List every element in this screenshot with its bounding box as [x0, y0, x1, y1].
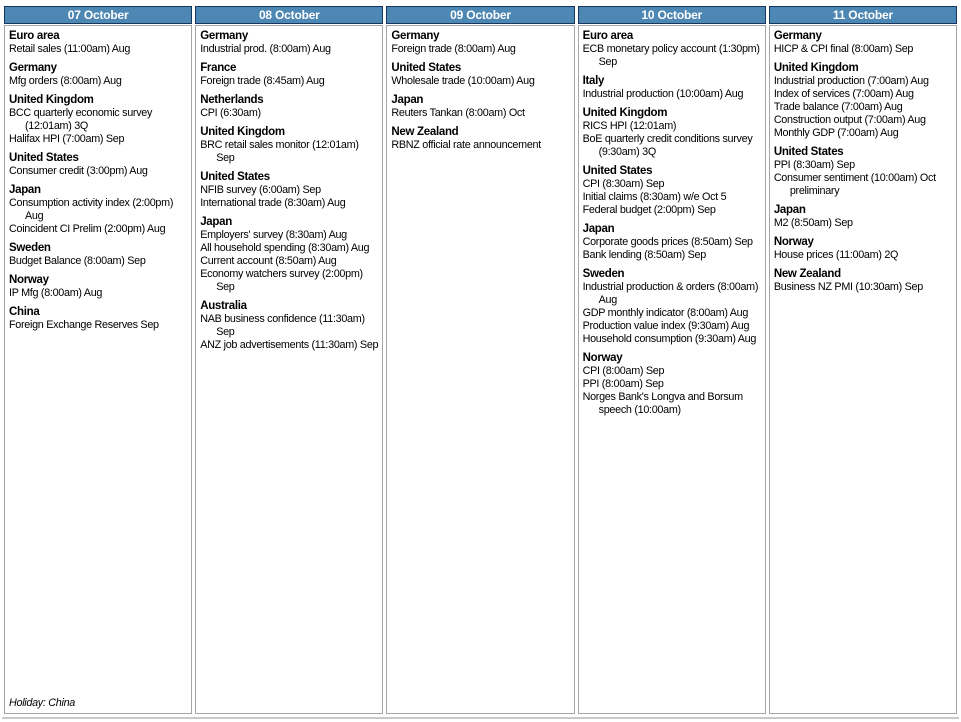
events-area: [9, 29, 187, 697]
country-name: Japan: [200, 216, 232, 228]
event-line: BCC quarterly economic survey (12:01am) 3Q: [9, 107, 153, 132]
country-group: [583, 267, 761, 346]
event-line: All household spending (8:30am) Aug: [200, 242, 370, 254]
country-name: Japan: [582, 223, 615, 235]
events-area: [391, 29, 569, 710]
event-line: International trade (8:30am) Aug: [200, 197, 346, 209]
country-name: United Kingdom: [9, 94, 94, 106]
country-name: Japan: [391, 94, 424, 106]
day-body-cell: [386, 25, 574, 714]
country-group: [200, 61, 378, 88]
event-line: Consumer credit (3:00pm) Aug: [9, 165, 148, 177]
events-area: [774, 29, 952, 710]
day-column: [769, 6, 957, 714]
country-group: [774, 29, 952, 56]
economic-calendar-table: [4, 6, 957, 714]
event-line: Trade balance (7:00am) Aug: [773, 101, 903, 113]
country-group: [583, 222, 761, 262]
country-group: [391, 125, 569, 152]
event-line: Foreign Exchange Reserves Sep: [9, 319, 159, 331]
country-group: [200, 170, 378, 210]
events-area: [200, 29, 378, 710]
country-group: [583, 29, 761, 69]
country-name: Germany: [200, 30, 248, 42]
event-line: BoE quarterly credit conditions survey (9:30am) 3Q: [582, 133, 753, 158]
event-line: GDP monthly indicator (8:00am) Aug: [582, 307, 749, 319]
event-line: BRC retail sales monitor (12:01am) Sep: [200, 139, 359, 164]
country-group: [200, 125, 378, 165]
country-group: [583, 164, 761, 217]
event-line: Norges Bank's Longva and Borsum speech (10:00am): [582, 391, 743, 416]
event-line: Industrial production & orders (8:00am) Aug: [582, 281, 759, 306]
country-name: New Zealand: [391, 126, 459, 138]
country-name: France: [200, 62, 237, 74]
event-line: Halifax HPI (7:00am) Sep: [9, 133, 125, 145]
country-name: New Zealand: [773, 268, 841, 280]
event-line: Reuters Tankan (8:00am) Oct: [391, 107, 525, 119]
day-column: [195, 6, 383, 714]
event-line: Household consumption (9:30am) Aug: [582, 333, 757, 345]
event-line: ANZ job advertisements (11:30am) Sep: [200, 339, 379, 351]
event-line: Business NZ PMI (10:30am) Sep: [773, 281, 923, 293]
country-group: [391, 29, 569, 56]
event-line: M2 (8:50am) Sep: [773, 217, 853, 229]
event-line: IP Mfg (8:00am) Aug: [9, 287, 103, 299]
event-line: NFIB survey (6:00am) Sep: [200, 184, 321, 196]
event-line: Index of services (7:00am) Aug: [773, 88, 914, 100]
event-line: Consumer sentiment (10:00am) Oct preliminary: [773, 172, 936, 197]
event-line: Foreign trade (8:00am) Aug: [391, 43, 516, 55]
country-name: United States: [9, 152, 79, 164]
event-line: RICS HPI (12:01am): [582, 120, 677, 132]
country-group: [9, 305, 187, 332]
day-body-cell: [578, 25, 766, 714]
country-name: Japan: [773, 204, 806, 216]
day-header: 08 October: [195, 6, 383, 24]
event-line: Wholesale trade (10:00am) Aug: [391, 75, 535, 87]
event-line: CPI (8:00am) Sep: [582, 365, 665, 377]
country-group: [583, 351, 761, 417]
event-line: Initial claims (8:30am) w/e Oct 5: [582, 191, 727, 203]
country-name: United States: [582, 165, 653, 177]
country-name: United States: [773, 146, 844, 158]
event-line: Employers' survey (8:30am) Aug: [200, 229, 347, 241]
day-body-cell: [4, 25, 192, 714]
country-name: United Kingdom: [200, 126, 285, 138]
day-body-cell: [769, 25, 957, 714]
country-name: Norway: [773, 236, 814, 248]
event-line: Budget Balance (8:00am) Sep: [9, 255, 146, 267]
country-name: United States: [200, 171, 270, 183]
day-header: 09 October: [386, 6, 574, 24]
country-name: Sweden: [582, 268, 625, 280]
country-name: Australia: [200, 300, 247, 312]
country-group: [9, 151, 187, 178]
event-line: ECB monetary policy account (1:30pm) Sep: [582, 43, 760, 68]
country-group: [200, 299, 378, 352]
country-name: Euro area: [582, 30, 633, 42]
country-group: [200, 29, 378, 56]
country-name: Euro area: [9, 30, 60, 42]
country-group: [9, 61, 187, 88]
event-line: Mfg orders (8:00am) Aug: [9, 75, 122, 87]
event-line: HICP & CPI final (8:00am) Sep: [773, 43, 914, 55]
event-line: House prices (11:00am) 2Q: [773, 249, 899, 261]
events-area: [583, 29, 761, 710]
event-line: Economy watchers survey (2:00pm) Sep: [200, 268, 363, 293]
event-line: Foreign trade (8:45am) Aug: [200, 75, 325, 87]
country-name: United Kingdom: [582, 107, 668, 119]
event-line: CPI (6:30am): [200, 107, 261, 119]
country-name: Germany: [391, 30, 440, 42]
country-group: [391, 93, 569, 120]
country-name: Netherlands: [200, 94, 264, 106]
event-line: Bank lending (8:50am) Sep: [582, 249, 706, 261]
day-header: 10 October: [578, 6, 766, 24]
day-column: [386, 6, 574, 714]
event-line: Current account (8:50am) Aug: [200, 255, 337, 267]
event-line: PPI (8:30am) Sep: [773, 159, 855, 171]
event-line: Industrial production (10:00am) Aug: [582, 88, 744, 100]
country-name: China: [9, 306, 40, 318]
country-group: [9, 29, 187, 56]
country-group: [9, 273, 187, 300]
event-line: Corporate goods prices (8:50am) Sep: [582, 236, 753, 248]
event-line: NAB business confidence (11:30am) Sep: [200, 313, 365, 338]
event-line: Coincident CI Prelim (2:00pm) Aug: [9, 223, 166, 235]
country-group: [774, 267, 952, 294]
day-header: 07 October: [4, 6, 192, 24]
country-group: [774, 235, 952, 262]
event-line: Construction output (7:00am) Aug: [773, 114, 926, 126]
country-group: [9, 241, 187, 268]
event-line: Monthly GDP (7:00am) Aug: [773, 127, 899, 139]
country-group: [200, 93, 378, 120]
event-line: Federal budget (2:00pm) Sep: [582, 204, 716, 216]
country-name: Norway: [9, 274, 49, 286]
event-line: Production value index (9:30am) Aug: [582, 320, 750, 332]
country-name: United Kingdom: [773, 62, 859, 74]
day-column: [4, 6, 192, 714]
country-group: [391, 61, 569, 88]
country-name: Germany: [773, 30, 822, 42]
day-body-cell: [195, 25, 383, 714]
event-line: CPI (8:30am) Sep: [582, 178, 665, 190]
country-group: [583, 74, 761, 101]
country-name: Germany: [9, 62, 57, 74]
country-name: Norway: [582, 352, 623, 364]
country-name: Italy: [582, 75, 605, 87]
event-line: Industrial production (7:00am) Aug: [773, 75, 929, 87]
country-group: [9, 183, 187, 236]
country-group: [9, 93, 187, 146]
event-line: PPI (8:00am) Sep: [582, 378, 664, 390]
day-column: [578, 6, 766, 714]
event-line: Industrial prod. (8:00am) Aug: [200, 43, 331, 55]
country-group: [583, 106, 761, 159]
country-name: Japan: [9, 184, 41, 196]
event-line: Retail sales (11:00am) Aug: [9, 43, 131, 55]
country-name: Sweden: [9, 242, 51, 254]
day-header: 11 October: [769, 6, 957, 24]
country-name: United States: [391, 62, 461, 74]
event-line: RBNZ official rate announcement: [391, 139, 541, 151]
country-group: [774, 145, 952, 198]
country-group: [200, 215, 378, 294]
country-group: [774, 61, 952, 140]
event-line: Consumption activity index (2:00pm) Aug: [9, 197, 174, 222]
country-group: [774, 203, 952, 230]
holiday-note: Holiday: China: [9, 697, 76, 709]
